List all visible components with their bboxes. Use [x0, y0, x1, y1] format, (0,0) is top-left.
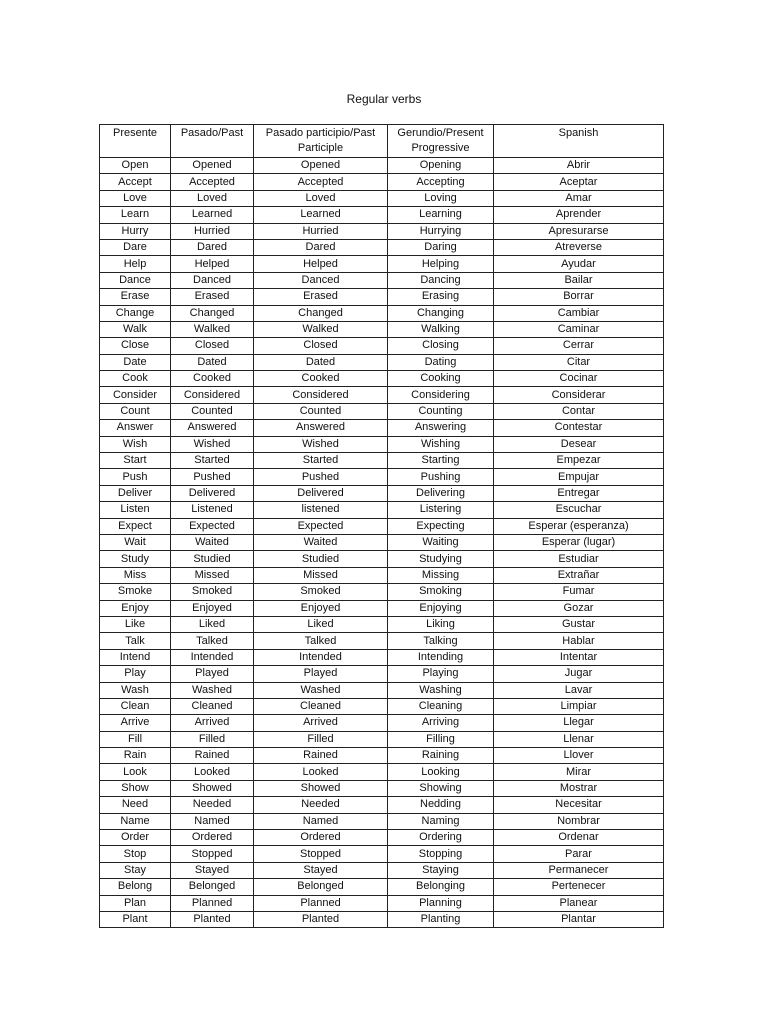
cell-presente: Help — [100, 256, 171, 272]
table-row — [100, 534, 664, 550]
cell-presente: Enjoy — [100, 600, 171, 616]
cell-past-participle: Counted — [254, 403, 388, 419]
cell-past-participle: Considered — [254, 387, 388, 403]
cell-presente: Name — [100, 813, 171, 829]
cell-past-participle: Showed — [254, 780, 388, 796]
cell-present-progressive: Washing — [388, 682, 494, 698]
table-row — [100, 485, 664, 501]
cell-presente: Wait — [100, 534, 171, 550]
cell-present-progressive: Liking — [388, 616, 494, 632]
cell-presente: Like — [100, 616, 171, 632]
cell-past: Intended — [171, 649, 254, 665]
cell-past: Opened — [171, 158, 254, 174]
cell-spanish: Cerrar — [494, 338, 664, 354]
cell-present-progressive: Erasing — [388, 289, 494, 305]
cell-spanish: Aprender — [494, 207, 664, 223]
cell-past: Needed — [171, 797, 254, 813]
cell-past: Smoked — [171, 584, 254, 600]
table-row — [100, 469, 664, 485]
cell-past-participle: Hurried — [254, 223, 388, 239]
cell-presente: Count — [100, 403, 171, 419]
cell-past: Studied — [171, 551, 254, 567]
cell-spanish: Escuchar — [494, 502, 664, 518]
cell-present-progressive: Playing — [388, 666, 494, 682]
cell-spanish: Llenar — [494, 731, 664, 747]
table-row — [100, 633, 664, 649]
table-row — [100, 403, 664, 419]
cell-presente: Study — [100, 551, 171, 567]
cell-past: Washed — [171, 682, 254, 698]
cell-spanish: Ordenar — [494, 830, 664, 846]
cell-past-participle: Rained — [254, 748, 388, 764]
cell-presente: Answer — [100, 420, 171, 436]
cell-past: Wished — [171, 436, 254, 452]
cell-spanish: Citar — [494, 354, 664, 370]
cell-spanish: Limpiar — [494, 698, 664, 714]
cell-past-participle: Intended — [254, 649, 388, 665]
cell-past: Answered — [171, 420, 254, 436]
cell-present-progressive: Showing — [388, 780, 494, 796]
cell-presente: Plant — [100, 911, 171, 927]
cell-presente: Learn — [100, 207, 171, 223]
cell-past: Started — [171, 453, 254, 469]
cell-spanish: Lavar — [494, 682, 664, 698]
cell-present-progressive: Dating — [388, 354, 494, 370]
header-presente: Presente — [100, 125, 171, 158]
table-row — [100, 551, 664, 567]
cell-past: Closed — [171, 338, 254, 354]
cell-spanish: Contestar — [494, 420, 664, 436]
table-row — [100, 731, 664, 747]
cell-present-progressive: Talking — [388, 633, 494, 649]
cell-present-progressive: Smoking — [388, 584, 494, 600]
cell-past: Showed — [171, 780, 254, 796]
table-row — [100, 371, 664, 387]
cell-presente: Expect — [100, 518, 171, 534]
table-row — [100, 682, 664, 698]
cell-spanish: Intentar — [494, 649, 664, 665]
cell-past: Considered — [171, 387, 254, 403]
cell-presente: Intend — [100, 649, 171, 665]
cell-presente: Rain — [100, 748, 171, 764]
cell-presente: Close — [100, 338, 171, 354]
cell-present-progressive: Expecting — [388, 518, 494, 534]
cell-present-progressive: Looking — [388, 764, 494, 780]
cell-presente: Deliver — [100, 485, 171, 501]
cell-present-progressive: Counting — [388, 403, 494, 419]
table-row — [100, 715, 664, 731]
cell-spanish: Jugar — [494, 666, 664, 682]
cell-past-participle: Smoked — [254, 584, 388, 600]
table-row — [100, 436, 664, 452]
cell-present-progressive: Loving — [388, 190, 494, 206]
cell-past: Stayed — [171, 862, 254, 878]
cell-presente: Talk — [100, 633, 171, 649]
cell-past-participle: Enjoyed — [254, 600, 388, 616]
cell-past-participle: Filled — [254, 731, 388, 747]
cell-present-progressive: Cleaning — [388, 698, 494, 714]
cell-past: Cooked — [171, 371, 254, 387]
table-row — [100, 239, 664, 255]
cell-spanish: Necesitar — [494, 797, 664, 813]
cell-past: Loved — [171, 190, 254, 206]
cell-past-participle: Delivered — [254, 485, 388, 501]
cell-past-participle: Accepted — [254, 174, 388, 190]
cell-past-participle: Opened — [254, 158, 388, 174]
cell-spanish: Borrar — [494, 289, 664, 305]
cell-present-progressive: Learning — [388, 207, 494, 223]
cell-past: Ordered — [171, 830, 254, 846]
cell-present-progressive: Belonging — [388, 879, 494, 895]
cell-presente: Push — [100, 469, 171, 485]
cell-past: Stopped — [171, 846, 254, 862]
cell-past-participle: Loved — [254, 190, 388, 206]
table-row — [100, 321, 664, 337]
cell-present-progressive: Stopping — [388, 846, 494, 862]
table-row — [100, 174, 664, 190]
header-past-participle: Pasado participio/Past Participle — [254, 125, 388, 158]
table-row — [100, 289, 664, 305]
cell-past: Listened — [171, 502, 254, 518]
cell-past-participle: Liked — [254, 616, 388, 632]
cell-presente: Stop — [100, 846, 171, 862]
cell-present-progressive: Filling — [388, 731, 494, 747]
cell-present-progressive: Enjoying — [388, 600, 494, 616]
cell-presente: Plan — [100, 895, 171, 911]
cell-past-participle: Missed — [254, 567, 388, 583]
cell-past: Hurried — [171, 223, 254, 239]
cell-past: Dated — [171, 354, 254, 370]
cell-present-progressive: Delivering — [388, 485, 494, 501]
cell-past-participle: Changed — [254, 305, 388, 321]
cell-past: Looked — [171, 764, 254, 780]
cell-presente: Play — [100, 666, 171, 682]
cell-past: Walked — [171, 321, 254, 337]
cell-spanish: Permanecer — [494, 862, 664, 878]
cell-past-participle: Played — [254, 666, 388, 682]
cell-present-progressive: Intending — [388, 649, 494, 665]
cell-past: Belonged — [171, 879, 254, 895]
cell-spanish: Llegar — [494, 715, 664, 731]
document-title: Regular verbs — [346, 92, 422, 106]
table-row — [100, 600, 664, 616]
cell-past: Named — [171, 813, 254, 829]
cell-past-participle: Started — [254, 453, 388, 469]
table-row — [100, 666, 664, 682]
table-row — [100, 584, 664, 600]
table-header-row — [100, 125, 664, 158]
cell-spanish: Fumar — [494, 584, 664, 600]
cell-past-participle: Closed — [254, 338, 388, 354]
cell-spanish: Plantar — [494, 911, 664, 927]
cell-past: Planted — [171, 911, 254, 927]
table-row — [100, 780, 664, 796]
table-row — [100, 830, 664, 846]
cell-past: Liked — [171, 616, 254, 632]
cell-presente: Belong — [100, 879, 171, 895]
cell-past-participle: Stopped — [254, 846, 388, 862]
cell-past-participle: Learned — [254, 207, 388, 223]
cell-presente: Cook — [100, 371, 171, 387]
cell-past: Missed — [171, 567, 254, 583]
cell-past: Enjoyed — [171, 600, 254, 616]
header-past: Pasado/Past — [171, 125, 254, 158]
cell-present-progressive: Wishing — [388, 436, 494, 452]
cell-past: Dared — [171, 239, 254, 255]
cell-spanish: Hablar — [494, 633, 664, 649]
cell-spanish: Atreverse — [494, 239, 664, 255]
cell-spanish: Llover — [494, 748, 664, 764]
cell-presente: Start — [100, 453, 171, 469]
cell-past-participle: Arrived — [254, 715, 388, 731]
cell-present-progressive: Planting — [388, 911, 494, 927]
cell-presente: Look — [100, 764, 171, 780]
cell-present-progressive: Listering — [388, 502, 494, 518]
cell-spanish: Contar — [494, 403, 664, 419]
table-row — [100, 190, 664, 206]
cell-present-progressive: Closing — [388, 338, 494, 354]
cell-present-progressive: Daring — [388, 239, 494, 255]
cell-present-progressive: Arriving — [388, 715, 494, 731]
cell-past: Danced — [171, 272, 254, 288]
cell-spanish: Extrañar — [494, 567, 664, 583]
table-row — [100, 879, 664, 895]
cell-past-participle: Talked — [254, 633, 388, 649]
cell-past-participle: Pushed — [254, 469, 388, 485]
table-row — [100, 387, 664, 403]
cell-present-progressive: Pushing — [388, 469, 494, 485]
cell-presente: Stay — [100, 862, 171, 878]
cell-spanish: Parar — [494, 846, 664, 862]
cell-presente: Accept — [100, 174, 171, 190]
table-row — [100, 797, 664, 813]
cell-presente: Walk — [100, 321, 171, 337]
cell-past: Cleaned — [171, 698, 254, 714]
cell-presente: Miss — [100, 567, 171, 583]
cell-past: Planned — [171, 895, 254, 911]
cell-past-participle: Erased — [254, 289, 388, 305]
cell-presente: Erase — [100, 289, 171, 305]
table-row — [100, 895, 664, 911]
cell-present-progressive: Ordering — [388, 830, 494, 846]
cell-past: Waited — [171, 534, 254, 550]
cell-presente: Clean — [100, 698, 171, 714]
cell-presente: Change — [100, 305, 171, 321]
table-row — [100, 813, 664, 829]
cell-past: Expected — [171, 518, 254, 534]
cell-past-participle: Named — [254, 813, 388, 829]
table-row — [100, 846, 664, 862]
cell-presente: Wish — [100, 436, 171, 452]
table-row — [100, 158, 664, 174]
cell-past-participle: Waited — [254, 534, 388, 550]
cell-past-participle: Walked — [254, 321, 388, 337]
cell-past: Pushed — [171, 469, 254, 485]
cell-presente: Smoke — [100, 584, 171, 600]
cell-spanish: Cambiar — [494, 305, 664, 321]
cell-past-participle: listened — [254, 502, 388, 518]
cell-past: Accepted — [171, 174, 254, 190]
cell-spanish: Esperar (lugar) — [494, 534, 664, 550]
cell-spanish: Gozar — [494, 600, 664, 616]
cell-present-progressive: Missing — [388, 567, 494, 583]
table-row — [100, 207, 664, 223]
cell-spanish: Mostrar — [494, 780, 664, 796]
cell-present-progressive: Hurrying — [388, 223, 494, 239]
cell-past-participle: Studied — [254, 551, 388, 567]
table-row — [100, 354, 664, 370]
cell-spanish: Empezar — [494, 453, 664, 469]
cell-spanish: Gustar — [494, 616, 664, 632]
cell-spanish: Ayudar — [494, 256, 664, 272]
cell-present-progressive: Opening — [388, 158, 494, 174]
cell-past-participle: Belonged — [254, 879, 388, 895]
cell-present-progressive: Accepting — [388, 174, 494, 190]
table-row — [100, 649, 664, 665]
cell-past: Played — [171, 666, 254, 682]
cell-past: Arrived — [171, 715, 254, 731]
header-spanish: Spanish — [494, 125, 664, 158]
cell-presente: Arrive — [100, 715, 171, 731]
cell-presente: Hurry — [100, 223, 171, 239]
cell-spanish: Mirar — [494, 764, 664, 780]
cell-presente: Need — [100, 797, 171, 813]
cell-present-progressive: Studying — [388, 551, 494, 567]
table-row — [100, 256, 664, 272]
cell-past-participle: Wished — [254, 436, 388, 452]
cell-spanish: Bailar — [494, 272, 664, 288]
cell-spanish: Aceptar — [494, 174, 664, 190]
cell-past-participle: Dared — [254, 239, 388, 255]
table-row — [100, 338, 664, 354]
cell-presente: Wash — [100, 682, 171, 698]
cell-present-progressive: Considering — [388, 387, 494, 403]
table-row — [100, 420, 664, 436]
cell-spanish: Desear — [494, 436, 664, 452]
cell-spanish: Apresurarse — [494, 223, 664, 239]
cell-past-participle: Planted — [254, 911, 388, 927]
cell-past: Counted — [171, 403, 254, 419]
cell-past-participle: Needed — [254, 797, 388, 813]
table-row — [100, 518, 664, 534]
cell-present-progressive: Waiting — [388, 534, 494, 550]
cell-present-progressive: Walking — [388, 321, 494, 337]
cell-presente: Order — [100, 830, 171, 846]
cell-spanish: Planear — [494, 895, 664, 911]
cell-presente: Listen — [100, 502, 171, 518]
table-row — [100, 567, 664, 583]
cell-spanish: Caminar — [494, 321, 664, 337]
cell-presente: Dance — [100, 272, 171, 288]
cell-past-participle: Looked — [254, 764, 388, 780]
cell-past-participle: Expected — [254, 518, 388, 534]
cell-past-participle: Planned — [254, 895, 388, 911]
cell-present-progressive: Helping — [388, 256, 494, 272]
table-row — [100, 616, 664, 632]
cell-present-progressive: Cooking — [388, 371, 494, 387]
cell-present-progressive: Staying — [388, 862, 494, 878]
cell-past-participle: Helped — [254, 256, 388, 272]
cell-presente: Date — [100, 354, 171, 370]
cell-past: Filled — [171, 731, 254, 747]
cell-past-participle: Washed — [254, 682, 388, 698]
cell-spanish: Abrir — [494, 158, 664, 174]
cell-present-progressive: Naming — [388, 813, 494, 829]
verbs-table — [99, 124, 664, 928]
header-present-progressive: Gerundio/Present Progressive — [388, 125, 494, 158]
cell-spanish: Nombrar — [494, 813, 664, 829]
table-row — [100, 911, 664, 927]
cell-spanish: Amar — [494, 190, 664, 206]
cell-present-progressive: Answering — [388, 420, 494, 436]
table-row — [100, 502, 664, 518]
cell-past: Delivered — [171, 485, 254, 501]
cell-spanish: Esperar (esperanza) — [494, 518, 664, 534]
table-row — [100, 748, 664, 764]
cell-past-participle: Cleaned — [254, 698, 388, 714]
cell-past-participle: Cooked — [254, 371, 388, 387]
cell-past: Changed — [171, 305, 254, 321]
table-row — [100, 453, 664, 469]
cell-past: Learned — [171, 207, 254, 223]
cell-present-progressive: Starting — [388, 453, 494, 469]
table-row — [100, 223, 664, 239]
cell-spanish: Estudiar — [494, 551, 664, 567]
cell-presente: Consider — [100, 387, 171, 403]
cell-presente: Love — [100, 190, 171, 206]
cell-spanish: Pertenecer — [494, 879, 664, 895]
cell-past: Rained — [171, 748, 254, 764]
cell-spanish: Empujar — [494, 469, 664, 485]
cell-presente: Dare — [100, 239, 171, 255]
cell-presente: Open — [100, 158, 171, 174]
cell-spanish: Entregar — [494, 485, 664, 501]
table-row — [100, 698, 664, 714]
cell-past-participle: Answered — [254, 420, 388, 436]
cell-present-progressive: Raining — [388, 748, 494, 764]
cell-present-progressive: Dancing — [388, 272, 494, 288]
cell-spanish: Considerar — [494, 387, 664, 403]
cell-present-progressive: Changing — [388, 305, 494, 321]
table-row — [100, 764, 664, 780]
cell-past-participle: Stayed — [254, 862, 388, 878]
cell-past-participle: Danced — [254, 272, 388, 288]
table-row — [100, 305, 664, 321]
cell-spanish: Cocinar — [494, 371, 664, 387]
cell-past: Erased — [171, 289, 254, 305]
cell-presente: Fill — [100, 731, 171, 747]
cell-past-participle: Dated — [254, 354, 388, 370]
cell-past: Helped — [171, 256, 254, 272]
cell-present-progressive: Planning — [388, 895, 494, 911]
cell-present-progressive: Nedding — [388, 797, 494, 813]
cell-past-participle: Ordered — [254, 830, 388, 846]
table-body — [100, 158, 664, 928]
cell-past: Talked — [171, 633, 254, 649]
cell-presente: Show — [100, 780, 171, 796]
table-row — [100, 862, 664, 878]
table-row — [100, 272, 664, 288]
